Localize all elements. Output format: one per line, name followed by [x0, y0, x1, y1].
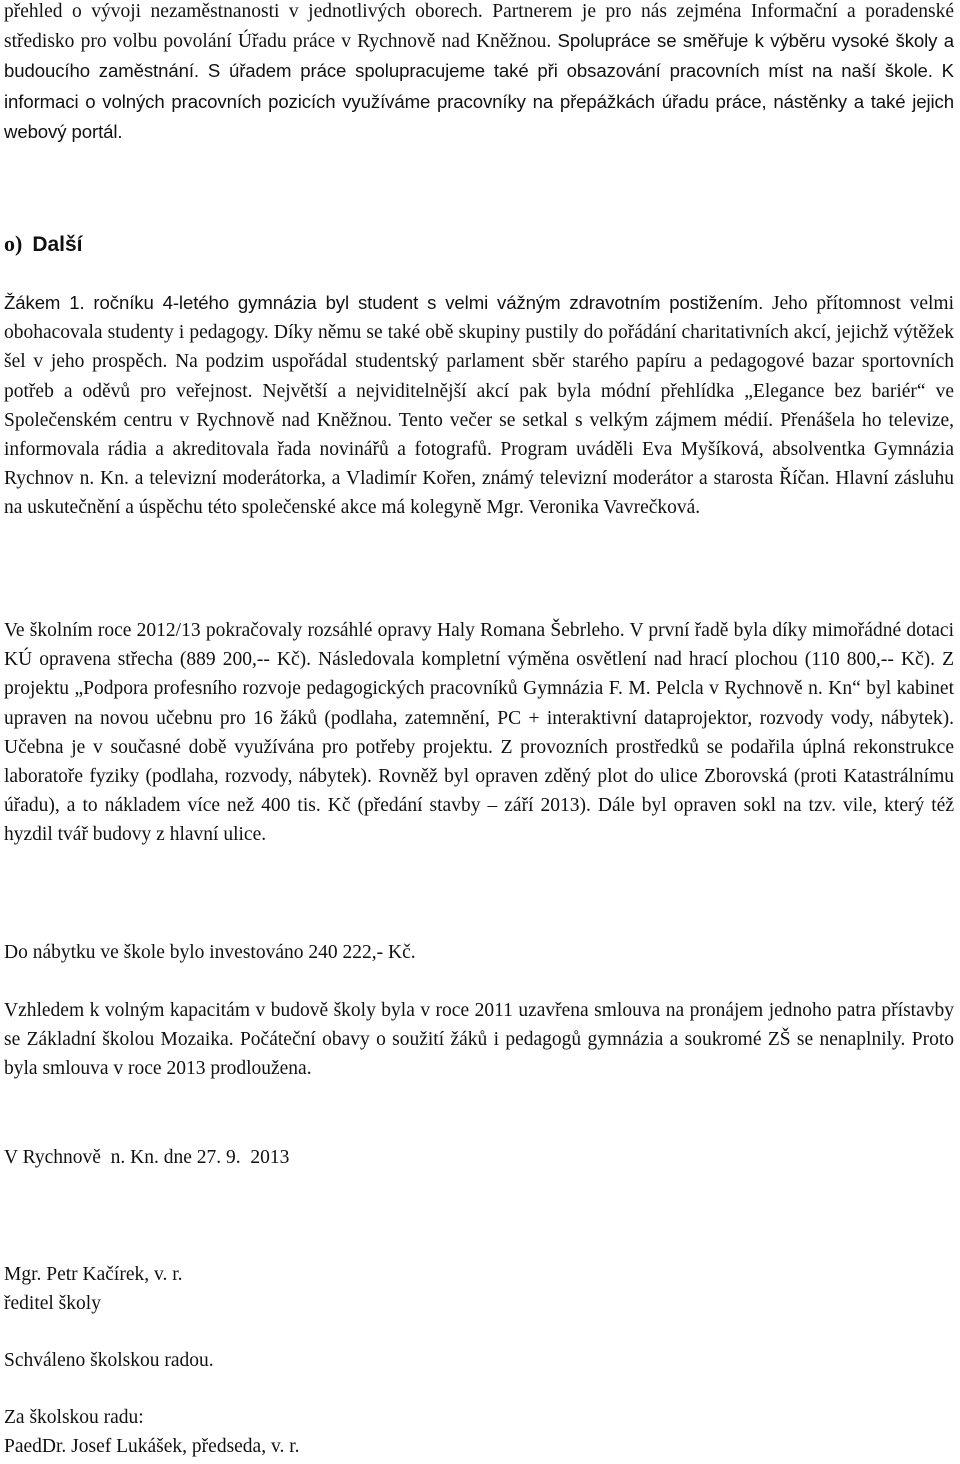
- section-heading: [4, 229, 83, 259]
- section-o-paragraph: [4, 288, 954, 523]
- furniture-paragraph: Do nábytku ve škole bylo investováno 240 222,- Kč.: [4, 942, 416, 963]
- approval-note: Schváleno školskou radou.: [4, 1350, 214, 1371]
- section-o-text-sans: Žákem 1. ročníku 4-letého gymnázia byl student s velmi vážným zdravotním postižením.: [4, 292, 764, 313]
- intro-paragraph: [4, 0, 954, 147]
- section-letter: o): [4, 231, 23, 256]
- signatory-role: ředitel školy: [4, 1293, 101, 1314]
- section-o-text-serif: Jeho přítomnost velmi obohacovala studenty i pedagogy. Díky němu se také obě skupiny pustily do pořádání charitativních akcí, jejichž výtěžek šel v jeho prospěch. Na podzim uspořádal studentský parlament sběr starého papíru a pedagogové bazar sportovních potřeb a oděvů pro veřejnost. Největší a nejviditelnější akcí pak byla módní přehlídka „Elegance bez bariér“ ve Společenském centru v Rychnově nad Kněžnou. Tento večer se setkal s velkým zájmem médií. Přenášela ho televize, informovala rádia a akreditovala řada novinářů a fotografů. Program uváděli Eva Myšíková, absolventka Gymnázia Rychnov n. Kn. a televizní moderátorka, a Vladimír Kořen, známý televizní moderátor a starosta Říčan. Hlavní zásluhu na uskutečnění a úspěchu této společenské akce má kolegyně Mgr. Veronika Vavrečková.: [4, 293, 955, 519]
- council-label: Za školskou radu:: [4, 1407, 144, 1428]
- renovations-paragraph: Ve školním roce 2012/13 pokračovaly rozsáhlé opravy Haly Romana Šebrleho. V první řadě byla díky mimořádné dotaci KÚ opravena střecha (889 200,-- Kč). Následovala kompletní výměna osvětlení nad hrací plochou (110 800,-- Kč). Z projektu „Podpora profesního rozvoje pedagogických pracovníků Gymnázia F. M. Pelcla v Rychnově n. Kn“ byl kabinet upraven na novou učebnu pro 16 žáků (podlaha, zatemnění, PC + interaktivní dataprojektor, rozvody vody, nábytek). Učebna je v současné době využívána pro potřeby projektu. Z provozních prostředků se podařila úplná rekonstrukce laboratoře fyziky (podlaha, rozvody, nábytek). Rovněž byl opraven zděný plot do ulice Zborovská (proti Katastrálnímu úřadu), a to nákladem více než 400 tis. Kč (předání stavby – září 2013). Dále byl opraven sokl na tzv. vile, který též hyzdil tvář budovy z hlavní ulice.: [4, 620, 954, 846]
- intro-text-serif: přehled o vývoji nezaměstnanosti v jednotlivých oborech. Partnerem je pro nás zejména Informační a poradenské středisko pro volbu povolání Úřadu práce v Rychnově nad Kněžnou.: [4, 1, 954, 53]
- intro-text-sans: Spolupráce se směřuje k výběru vysoké školy a budoucího zaměstnání. S úřadem práce spolupracujeme také při obsazování pracovních míst na naší škole. K informaci o volných pracovních pozicích využíváme pracovníky na přepážkách úřadu práce, nástěnky a také jejich webový portál.: [4, 30, 955, 142]
- council-signatory: PaedDr. Josef Lukášek, předseda, v. r.: [4, 1436, 300, 1457]
- rental-paragraph: Vzhledem k volným kapacitám v budově školy byla v roce 2011 uzavřena smlouva na pronájem jednoho patra přístavby se Základní školou Mozaika. Počáteční obavy o soužití žáků i pedagogů gymnázia a soukromé ZŠ se nenaplnily. Proto byla smlouva v roce 2013 prodloužena.: [4, 1000, 954, 1080]
- section-title: Další: [32, 233, 83, 256]
- place-date: V Rychnově n. Kn. dne 27. 9. 2013: [4, 1147, 290, 1168]
- signatory-name: Mgr. Petr Kačírek, v. r.: [4, 1264, 183, 1285]
